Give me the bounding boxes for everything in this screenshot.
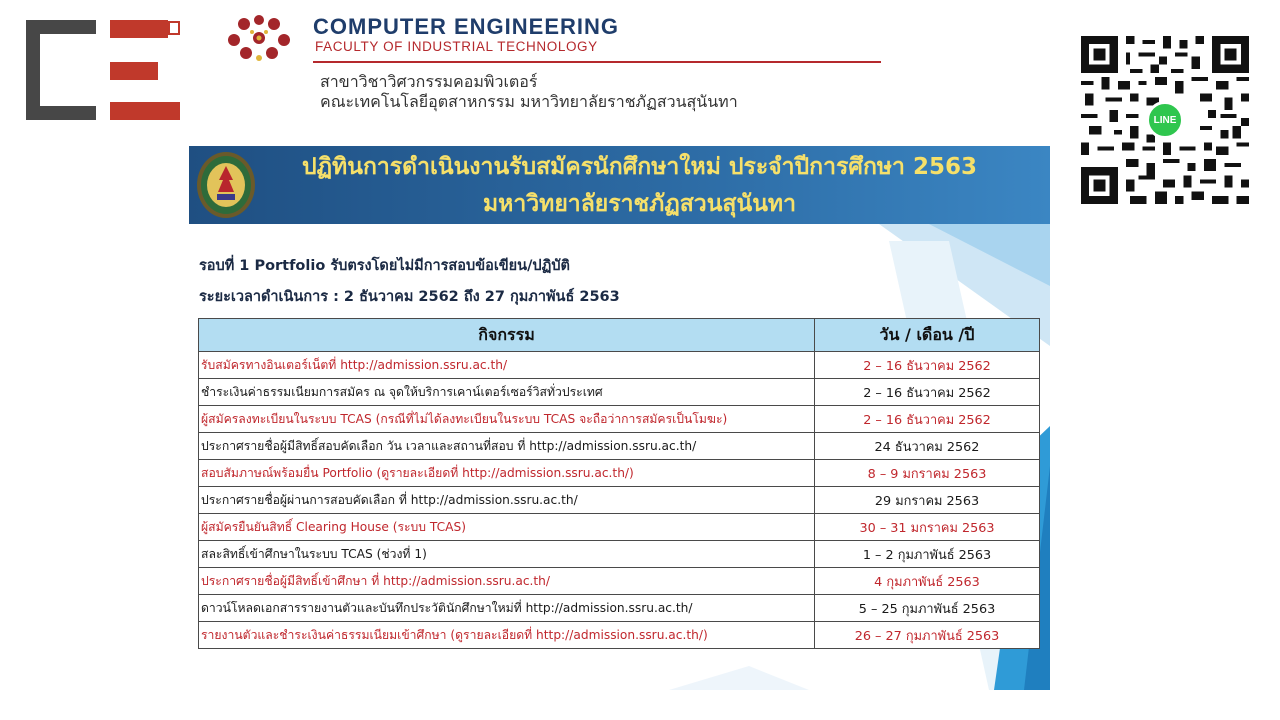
date-cell: 2 – 16 ธันวาคม 2562 (815, 379, 1040, 406)
header-title: COMPUTER ENGINEERING (313, 14, 620, 39)
table-row (199, 622, 1040, 649)
table-row (199, 595, 1040, 622)
header-subtitle: FACULTY OF INDUSTRIAL TECHNOLOGY (315, 39, 598, 54)
table-row (199, 487, 1040, 514)
date-cell: 30 – 31 มกราคม 2563 (815, 514, 1040, 541)
ce-logo-bar (110, 62, 158, 80)
date-cell: 24 ธันวาคม 2562 (815, 433, 1040, 460)
poster-title-line2: มหาวิทยาลัยราชภัฏสวนสุนันทา (483, 191, 796, 217)
activity-cell: ประกาศรายชื่อผู้มีสิทธิ์เข้าศึกษา ที่ http://admission.ssru.ac.th/ (199, 568, 815, 595)
activity-cell: ผู้สมัครลงทะเบียนในระบบ TCAS (กรณีที่ไม่ได้ลงทะเบียนในระบบ TCAS จะถือว่าการสมัครเป็นโมฆะ) (199, 406, 815, 433)
usb-icon (168, 21, 180, 35)
admission-round-label: รอบที่ 1 Portfolio รับตรงโดยไม่มีการสอบข้อเขียน/ปฏิบัติ (199, 258, 570, 274)
table-row (199, 541, 1040, 568)
date-cell: 5 – 25 กุมภาพันธ์ 2563 (815, 595, 1040, 622)
activity-cell: ชำระเงินค่าธรรมเนียมการสมัคร ณ จุดให้บริการเคาน์เตอร์เซอร์วิสทั่วประเทศ (199, 379, 815, 406)
table-row (199, 460, 1040, 487)
ce-logo (26, 20, 186, 122)
ce-logo-c-shape (26, 20, 96, 120)
admission-calendar-poster (189, 146, 1050, 690)
table-row (199, 406, 1040, 433)
table-row (199, 568, 1040, 595)
header-thai-department: สาขาวิชาวิศวกรรมคอมพิวเตอร์ (320, 72, 538, 91)
ce-logo-bar (110, 102, 180, 120)
schedule-table (198, 318, 1040, 649)
table-row (199, 352, 1040, 379)
schedule-table-body (199, 352, 1040, 649)
date-cell: 2 – 16 ธันวาคม 2562 (815, 406, 1040, 433)
activity-cell: รับสมัครทางอินเตอร์เน็ตที่ http://admission.ssru.ac.th/ (199, 352, 815, 379)
activity-cell: ประกาศรายชื่อผู้มีสิทธิ์สอบคัดเลือก วัน เวลาและสถานที่สอบ ที่ http://admission.ssru.ac.th/ (199, 433, 815, 460)
activity-cell: รายงานตัวและชำระเงินค่าธรรมเนียมเข้าศึกษา (ดูรายละเอียดที่ http://admission.ssru.ac.th/) (199, 622, 815, 649)
poster-title-line1: ปฏิทินการดำเนินงานรับสมัครนักศึกษาใหม่ ประจำปีการศึกษา 2563 (302, 154, 977, 180)
date-cell: 26 – 27 กุมภาพันธ์ 2563 (815, 622, 1040, 649)
column-header-activity: กิจกรรม (199, 319, 815, 352)
column-header-date: วัน / เดือน /ปี (815, 319, 1040, 352)
activity-cell: ดาวน์โหลดเอกสารรายงานตัวและบันทึกประวัตินักศึกษาใหม่ที่ http://admission.ssru.ac.th/ (199, 595, 815, 622)
date-cell: 8 – 9 มกราคม 2563 (815, 460, 1040, 487)
date-cell: 29 มกราคม 2563 (815, 487, 1040, 514)
table-row (199, 379, 1040, 406)
operation-period: ระยะเวลาดำเนินการ : 2 ธันวาคม 2562 ถึง 27 กุมภาพันธ์ 2563 (199, 289, 620, 305)
table-header-row (199, 319, 1040, 352)
ce-logo-bar (110, 20, 168, 38)
activity-cell: ประกาศรายชื่อผู้ผ่านการสอบคัดเลือก ที่ http://admission.ssru.ac.th/ (199, 487, 815, 514)
line-app-badge: LINE (1146, 101, 1184, 139)
header-divider (313, 61, 881, 63)
table-row (199, 514, 1040, 541)
faculty-emblem-icon (220, 14, 298, 62)
date-cell: 2 – 16 ธันวาคม 2562 (815, 352, 1040, 379)
activity-cell: สละสิทธิ์เข้าศึกษาในระบบ TCAS (ช่วงที่ 1) (199, 541, 815, 568)
activity-cell: ผู้สมัครยืนยันสิทธิ์ Clearing House (ระบบ TCAS) (199, 514, 815, 541)
table-row (199, 433, 1040, 460)
activity-cell: สอบสัมภาษณ์พร้อมยื่น Portfolio (ดูรายละเอียดที่ http://admission.ssru.ac.th/) (199, 460, 815, 487)
date-cell: 1 – 2 กุมภาพันธ์ 2563 (815, 541, 1040, 568)
header-thai-faculty: คณะเทคโนโลยีอุตสาหกรรม มหาวิทยาลัยราชภัฏสวนสุนันทา (320, 92, 738, 111)
date-cell: 4 กุมภาพันธ์ 2563 (815, 568, 1040, 595)
